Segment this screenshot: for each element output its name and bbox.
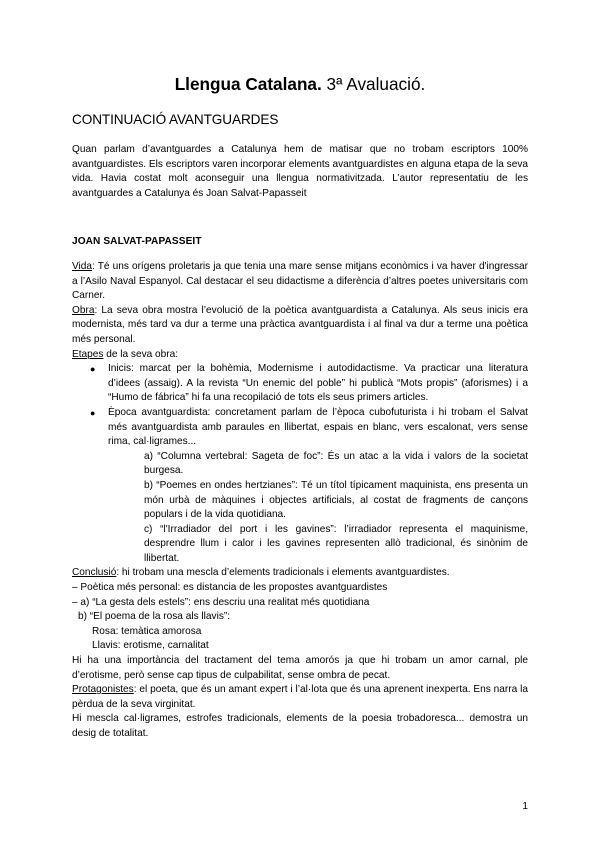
conclusio-text: : hi trobam una mescla d’elements tradicionals i elements avantguardistes. [116,567,450,579]
vida-label: Vida [72,261,93,272]
work-item: b) “Poemes en ondes hertzianes”: Té un títol típicament maquinista, ens presenta un món urbà de màquines i objectes artificials, al costat de fragments de cançons populars i de la vida quotidiana. [144,479,528,521]
page-number: 1 [522,801,528,812]
protagonistes-label: Protagonistes [72,684,134,696]
llavis-text: Llavis: erotisme, carnalitat [92,640,209,652]
mescla-paragraph: Hi mescla cal·ligrames, estrofes tradicionals, elements de la poesia trobadoresca... demostra un desig de totalitat. [72,713,528,739]
title-bold: Llengua Catalana. [174,74,322,94]
obra-paragraph [72,304,528,348]
stages-list [72,362,528,450]
work-item: a) “Columna vertebral: Sageta de foc”: És un atac a la vida i valors de la societat burgesa. [144,450,528,477]
bullet-icon: ● [90,364,96,375]
work-item: c) “l'Irradiador del port i les gavines”: l’irradiador representa el maquinisme, desprendre llum i calor i les gavines representen allò tradicional, és sinònim de llibertat. [144,523,528,564]
personal-line: – a) “La gesta dels estels”: ens descriu una realitat més quotidiana [72,596,370,608]
importancia-paragraph: Hi ha una importància del tractament del tema amorós ja que hi trobam un amor carnal, ple d’erotisme, però sense cap tipus de culpabilitat, sense ombra de pecat. [72,655,528,681]
rosa-text: Rosa: temàtica amorosa [92,625,202,637]
obra-text: : La seva obra mostra l’evolució de la poètica avantguardista a Catalunya. Als seus inicis era modernista, més tard va dur a terme una pràctica avantguardista i al final va dur a terme una poètica més personal. [72,304,528,345]
list-item [72,406,528,450]
page-title [0,73,600,95]
document-body [72,260,528,742]
vida-paragraph [72,260,528,304]
bullet-icon: ● [90,407,96,418]
rosa-line [72,625,528,640]
intro-paragraph: Quan parlam d’avantguardes a Catalunya hem de matisar que no trobam escriptors 100% avantguardistes. Els escriptors varen incorporar elements avantguardistes en alguna etapa de la seva vida. Havia costat molt aconseguir una llengua normativitzada. L’autor representatiu de les avantguardes a Catalunya és Joan Salvat-Papasseit [72,144,528,199]
author-heading: JOAN SALVAT-PAPASSEIT [72,236,202,247]
list-item [72,362,528,406]
obra-label: Obra [72,304,95,316]
conclusio-paragraph [72,566,528,581]
personal-line: – Poètica més personal: es distancia de les propostes avantguardistes [72,582,388,594]
llavis-line [72,639,528,654]
conclusio-label: Conclusió [72,567,117,579]
personal-line: b) “El poema de la rosa als llavis”: [78,611,231,623]
title-rest: 3ª Avaluació. [321,74,426,94]
etapes-label: Etapes [72,348,104,360]
protagonistes-paragraph [72,683,528,712]
protagonistes-text: : el poeta, que és un amant expert i l’al·lota que és una aprenent inexperta. Ens narra la pèrdua de la seva virginitat. [72,684,528,710]
stage-text: Època avantguardista: concretament parlam de l’època cubofuturista i hi trobam el Salvat més avantguardista amb paraules en llibertat, espais en blanc, vers escalonat, vers sense rima, cal·ligrames... [108,406,528,448]
etapes-text: de la seva obra: [103,348,179,360]
section-heading: CONTINUACIÓ AVANTGUARDES [72,112,279,127]
stage-text: Inicis: marcat per la bohèmia, Modernisme i autodidactisme. Va practicar una literatura d’idees (assaig). A la revista “Un enemic del poble” hi publicà “Mots propis” (aforismes) i a “Humo de fábrica” hi fa una recopilació de tots els seus primers articles. [108,363,528,404]
vida-text: : Té uns orígens proletaris ja que tenia una mare sense mitjans econòmics i va haver d'ingressar a l’Asilo Naval Espanyol. Cal destacar el seu didactisme a diferència d’altres poetes universitaris com Carner. [72,261,528,302]
etapes-paragraph [72,348,528,363]
